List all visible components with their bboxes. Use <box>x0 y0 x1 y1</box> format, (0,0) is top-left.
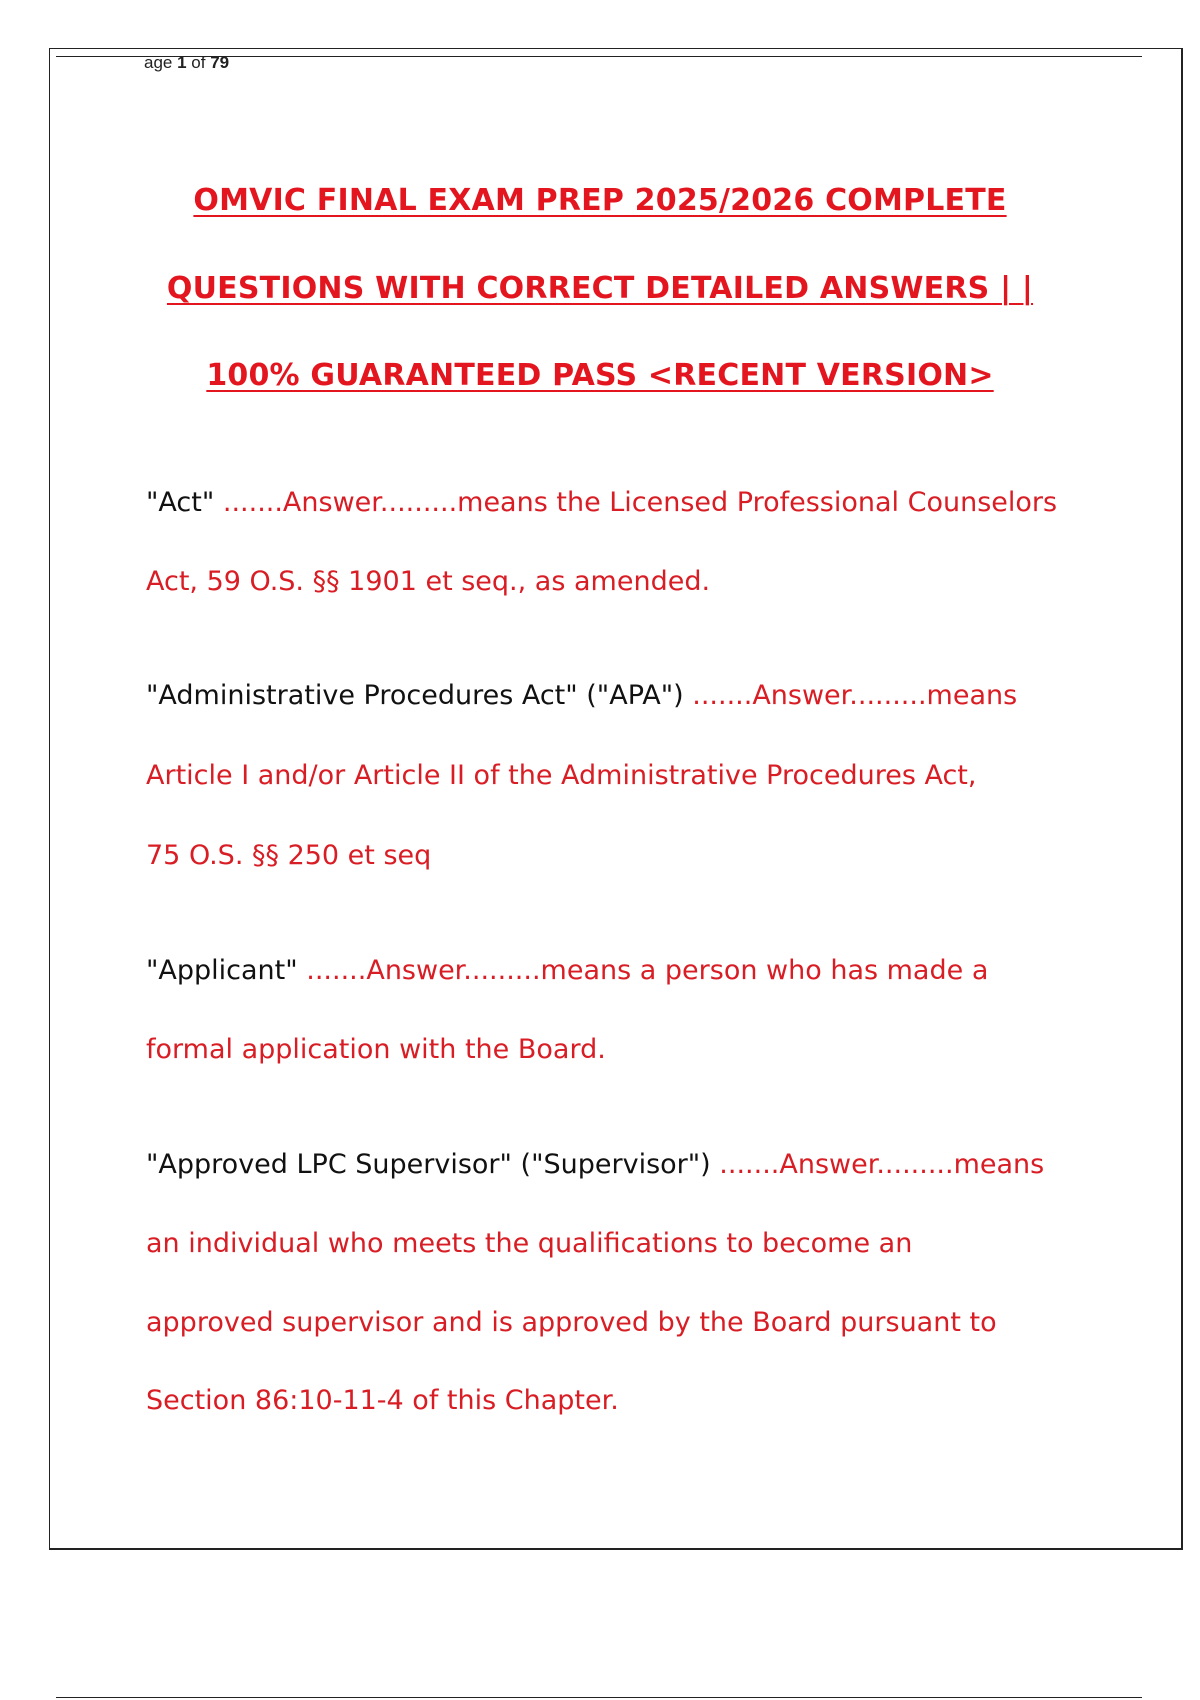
page-number: 1 <box>177 53 187 72</box>
entry-answer: .......Answer.........means <box>719 1149 1045 1180</box>
entry-term: "Approved LPC Supervisor" ("Supervisor") <box>146 1149 720 1180</box>
entry-term: "Applicant" <box>146 955 307 986</box>
entry-answer: .......Answer.........means the Licensed Professional Counselors <box>222 487 1058 518</box>
page-counter <box>144 53 229 73</box>
entry-applicant-line-1 <box>146 957 988 984</box>
page-of: of <box>186 53 211 72</box>
title-line-1 <box>0 183 1200 218</box>
entry-supervisor-line-4: Section 86:10-11-4 of this Chapter. <box>146 1385 619 1416</box>
entry-act-line-2: Act, 59 O.S. §§ 1901 et seq., as amended. <box>146 566 711 597</box>
entry-apa-line-1 <box>146 682 1017 709</box>
entry-supervisor-line-3: approved supervisor and is approved by the Board pursuant to <box>146 1307 997 1338</box>
title-line-2-text: QUESTIONS WITH CORRECT DETAILED ANSWERS | | <box>166 271 1034 306</box>
entry-answer: .......Answer.........means a person who has made a <box>306 955 989 986</box>
entry-supervisor-line-2: an individual who meets the qualifications to become an <box>146 1228 913 1259</box>
entry-term: "Administrative Procedures Act" ("APA") <box>146 680 693 711</box>
title-line-3 <box>0 358 1200 393</box>
title-line-2 <box>0 271 1200 306</box>
title-line-3-text: 100% GUARANTEED PASS <RECENT VERSION> <box>206 358 994 393</box>
entry-apa-line-3: 75 O.S. §§ 250 et seq <box>146 840 432 871</box>
footer-rule <box>56 1697 1142 1698</box>
entry-term: "Act" <box>146 487 223 518</box>
entry-answer: .......Answer.........means <box>692 680 1018 711</box>
entry-act-line-1 <box>146 489 1057 516</box>
entry-apa-line-2: Article I and/or Article II of the Administrative Procedures Act, <box>146 760 977 791</box>
entry-supervisor-line-1 <box>146 1151 1044 1178</box>
title-line-1-text: OMVIC FINAL EXAM PREP 2025/2026 COMPLETE <box>193 183 1007 218</box>
entry-applicant-line-2: formal application with the Board. <box>146 1034 606 1065</box>
page-total: 79 <box>210 53 230 72</box>
page-prefix: age <box>144 53 178 72</box>
